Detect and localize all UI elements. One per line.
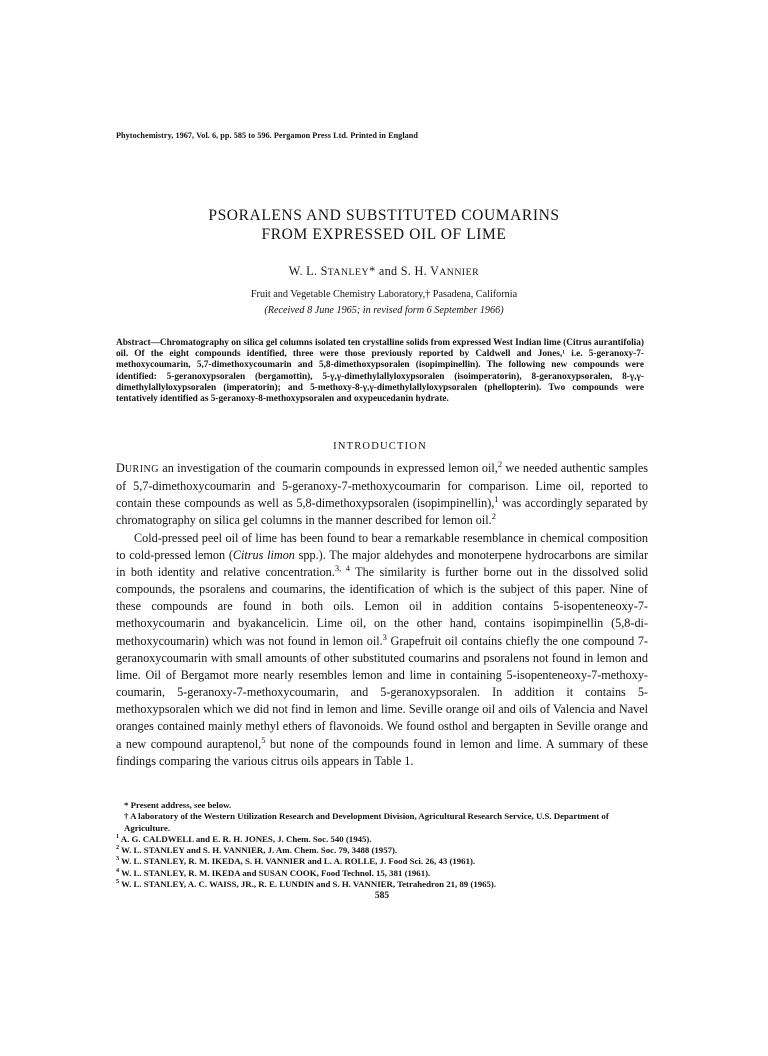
paragraph-1-text-c: was accordingly separated by chromatography on silica gel columns in the manner described for lemon oil. — [116, 496, 648, 528]
lead-word-smallcaps: URING — [124, 464, 159, 475]
author-joiner: and — [375, 264, 401, 278]
introduction-body — [116, 460, 648, 770]
paragraph-2 — [116, 530, 648, 770]
title-line-2: FROM EXPRESSED OIL OF LIME — [261, 226, 507, 243]
page-number: 585 — [374, 891, 390, 902]
footnote-number: 3 — [116, 856, 120, 863]
footnote-text: A. G. CALDWELL and E. R. H. JONES, J. Chem. Soc. 540 (1945). — [120, 833, 372, 844]
reference-marker: 2 — [491, 511, 496, 522]
footnote-reference — [116, 834, 648, 845]
footnote-number: 4 — [116, 867, 120, 874]
paragraph-2-text-a: Cold-pressed peel oil of lime has been found to bear a remarkable resemblance in chemical composition to cold-pressed lemon ( — [116, 530, 648, 562]
footnote-reference — [116, 845, 648, 856]
journal-citation-line: Phytochemistry, 1967, Vol. 6, pp. 585 to 596. Pergamon Press Ltd. Printed in England — [116, 131, 418, 140]
article-title — [120, 206, 648, 244]
reference-marker: 5 — [261, 734, 266, 745]
footnote-dagger: † A laboratory of the Western Utilization Research and Development Division, Agricultural Research Service, U.S. Department of Agriculture. — [124, 811, 609, 833]
abstract-text: —Chromatography on silica gel columns isolated ten crystalline solids from expressed West Indian lime (Citrus aurantifolia) oil. Of the eight compounds identified, three were those previously reported by Caldwell and Jones,¹ i.e. 5-geranoxy-7-methoxycoumarin, 5,7-dimethoxycoumarin and 5,8-dimethoxypsoralen (isopimpinellin). The following new compounds were identified: 5-geranoxypsoralen (bergamottin), 5-γ,γ-dimethylallyloxypsoralen (isoimperatorin), 8-geranoxypsoralen, 8-γ,γ-dimethylallyloxypsoralen (imperatorin); and 5-methoxy-8-γ,γ-dimethylallyloxypsoralen (phellopterin). Two compounds were tentatively identified as 5-geranoxy-8-methoxypsoralen and oxypeucedanin hydrate. — [116, 338, 644, 405]
footnotes — [116, 800, 648, 903]
footnote-text: W. L. STANLEY and S. H. VANNIER, J. Am. Chem. Soc. 79, 3488 (1957). — [121, 845, 398, 856]
author-1-surname-first: S — [320, 264, 328, 278]
footnote-number: 5 — [116, 879, 120, 886]
footnote-text: W. L. STANLEY, A. C. WAISS, JR., R. E. LUNDIN and S. H. VANNIER, Tetrahedron 21, 89 (1965). — [121, 879, 497, 890]
drop-letter: D — [116, 461, 125, 475]
title-line-1: PSORALENS AND SUBSTITUTED COUMARINS — [208, 207, 560, 224]
paragraph-1 — [116, 460, 648, 530]
paragraph-2-text-b: spp.). The major aldehydes and monoterpene hydrocarbons are similar in both identity and relative concentration. — [116, 547, 649, 579]
abstract-lead: Abstract — [116, 338, 151, 348]
author-1-initials: W. L. — [288, 264, 321, 278]
affiliation: Fruit and Vegetable Chemistry Laboratory,† Pasadena, California — [250, 289, 518, 300]
footnote-number: 1 — [116, 833, 120, 840]
reference-marker: 2 — [497, 458, 503, 469]
section-heading-introduction: INTRODUCTION — [333, 441, 427, 452]
author-2-initials: S. H. — [400, 264, 431, 278]
abstract — [116, 338, 644, 405]
paragraph-2-text-e: but none of the compounds found in lemon and lime. A summary of these findings comparing the various citrus oils appears in Table 1. — [116, 736, 648, 768]
paragraph-1-text-b: we needed authentic samples of 5,7-dimethoxycoumarin and 5-geranoxy-7-methoxycoumarin for comparison. Lime oil, reported to contain these compounds as well as 5,8-dimethoxypsoralen (isopimpinellin), — [116, 461, 649, 511]
footnote-star: * Present address, see below. — [124, 800, 232, 810]
author-1-surname-rest: TANLEY — [327, 267, 370, 278]
species-name: Citrus limon — [232, 547, 295, 562]
footnote-text: W. L. STANLEY, R. M. IKEDA and SUSAN COOK, Food Technol. 15, 381 (1961). — [121, 867, 431, 878]
footnote-reference — [116, 856, 648, 867]
author-line — [120, 264, 648, 279]
footnote-reference — [116, 868, 648, 879]
author-2-surname-first: V — [430, 264, 440, 278]
footnote-number: 2 — [116, 845, 120, 852]
reference-marker: 3, 4 — [334, 562, 350, 573]
author-2-surname-rest: ANNIER — [439, 267, 480, 278]
footnote-reference — [116, 879, 648, 890]
footnote-text: W. L. STANLEY, R. M. IKEDA, S. H. VANNIER and L. A. ROLLE, J. Food Sci. 26, 43 (1961). — [121, 856, 476, 867]
reference-marker: 3 — [382, 631, 387, 642]
paragraph-1-text-a: an investigation of the coumarin compounds in expressed lemon oil, — [158, 461, 498, 475]
received-dates: (Received 8 June 1965; in revised form 6 September 1966) — [264, 305, 504, 316]
reference-marker: 1 — [494, 494, 499, 505]
paragraph-2-text-d: Grapefruit oil contains chiefly the one compound 7-geranoxycoumarin with small amounts of other substituted coumarins and psoralens not found in lemon and lime. Oil of Bergamot more nearly resembles lemon and lime in containing 5-isopenteneoxy-7-methoxy-coumarin, 5-geranoxy-7-methoxycoumarin, and 5-geranoxypsoralen. In addition it contains 5-methoxypsoralen which we did not find in lemon and lime. Seville orange oil and oils of Valencia and Navel oranges contained mainly methyl ethers of flavonoids. We found osthol and bergapten in Seville orange and a new compound auraptenol, — [116, 633, 648, 751]
paragraph-2-text-c: The similarity is further borne out in the dissolved solid compounds, the psoralens and coumarins, the identification of which is the subject of this paper. Nine of these compounds are found in both oils. Lemon oil in addition contains 5-isopenteneoxy-7-methoxycoumarin and byakancelicin. Lime oil, on the other hand, contains isopimpinellin (5,8-di-methoxycoumarin) which was not found in lemon oil. — [116, 564, 649, 648]
author-1-mark: * — [369, 264, 376, 278]
